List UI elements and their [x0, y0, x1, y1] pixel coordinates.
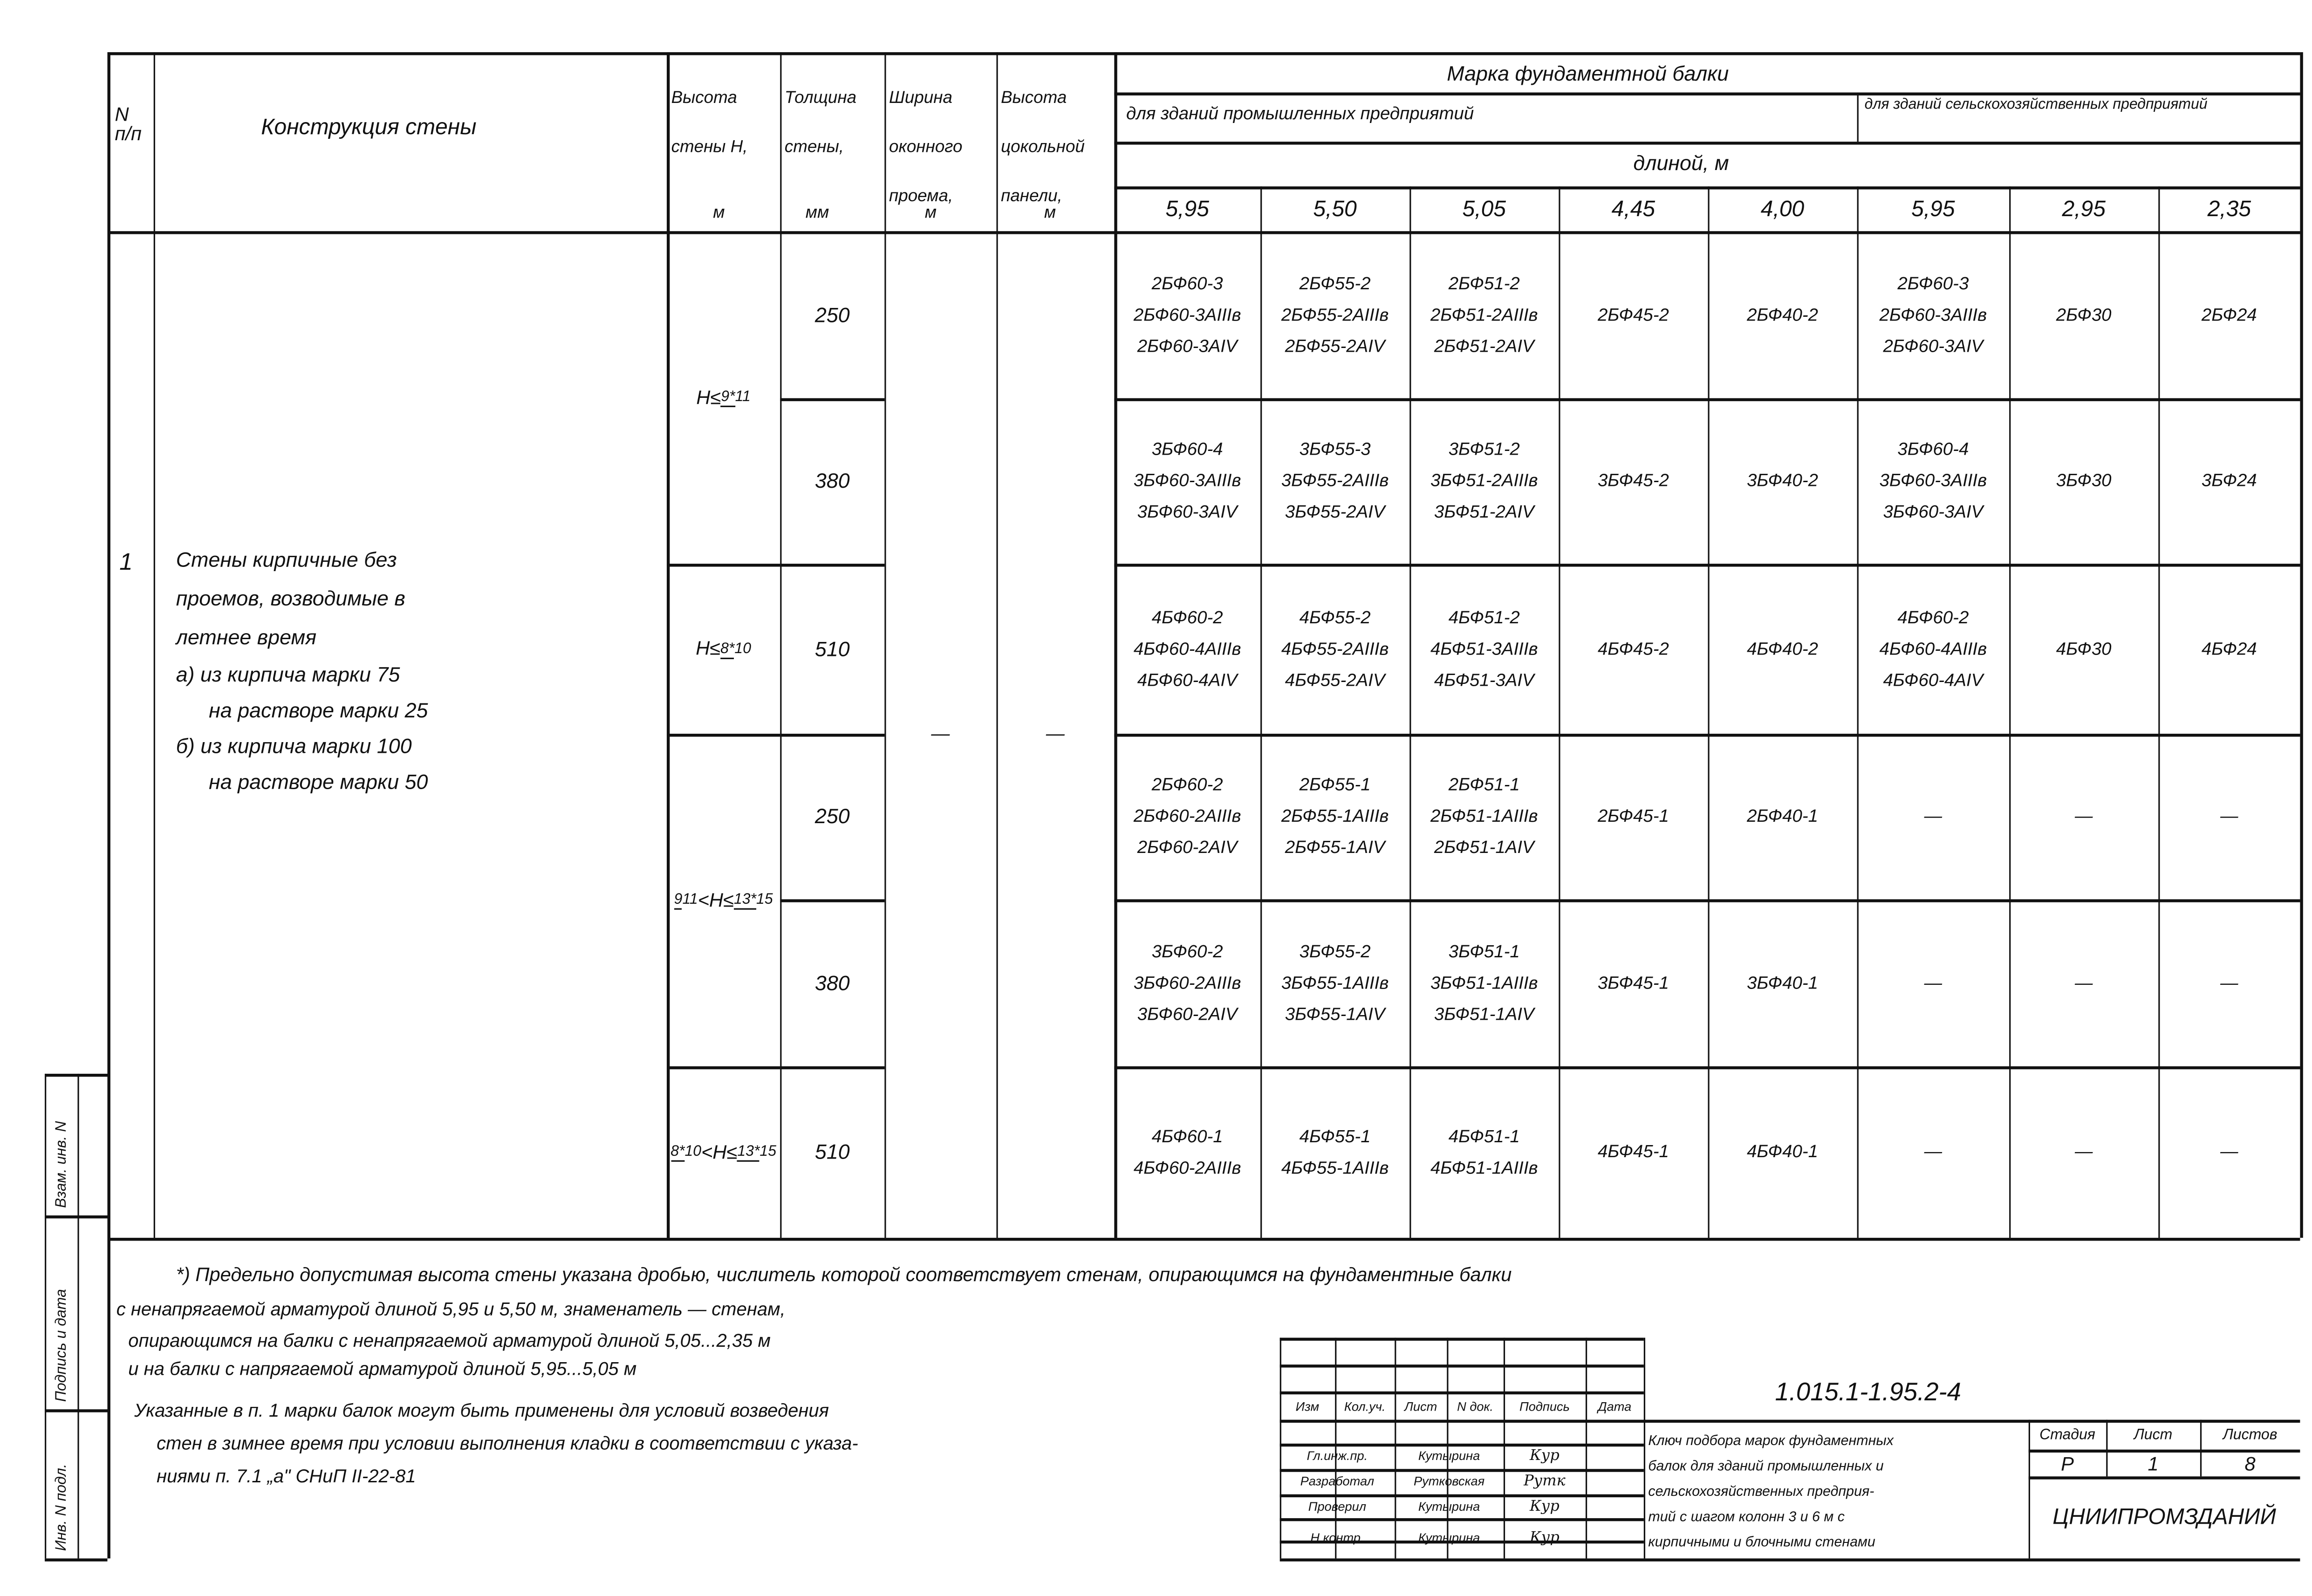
cell-line: — — [2220, 1140, 2238, 1162]
stage-label — [2029, 1420, 2106, 1450]
beam-mark-cell — [1260, 734, 1409, 899]
title-header-cell — [1280, 1394, 1335, 1419]
header-beam-mark: Марка фундаментной балки — [1447, 61, 1729, 85]
cell-line: 3БФ55-1AIIIв — [1281, 971, 1389, 993]
horizontal-rule — [45, 1409, 107, 1412]
wall-thickness-cell — [780, 899, 884, 1066]
cell-line: 4БФ30 — [2056, 637, 2112, 659]
horizontal-rule — [1114, 142, 2300, 144]
cell-line: 3БФ51-2AIV — [1434, 501, 1534, 522]
cell-line: Кур — [1529, 1530, 1560, 1547]
cell-line: Подпись — [1519, 1398, 1570, 1414]
beam-mark-cell — [2009, 398, 2158, 564]
title-header-cell — [1335, 1394, 1395, 1419]
cell-line: 2БФ60-3AIV — [1137, 334, 1238, 356]
cell-line: 5,95 — [1911, 196, 1955, 222]
cell-line: Н.контр. — [1310, 1530, 1364, 1545]
cell-line: 3БФ55-2AIIIв — [1281, 470, 1389, 491]
beam-mark-cell — [1114, 231, 1260, 398]
cell-line: 3БФ60-2AIIIв — [1133, 971, 1241, 993]
description-line: балок для зданий промышленных и — [1648, 1458, 1884, 1475]
height-operator: <H≤ — [701, 1140, 738, 1163]
beam-mark-cell — [1559, 1066, 1708, 1238]
cell-line: 3БФ45-1 — [1597, 971, 1669, 993]
cell-line: 2БФ45-2 — [1597, 303, 1669, 325]
beam-mark-cell — [1559, 899, 1708, 1066]
header-thickness-unit: мм — [805, 204, 829, 222]
beam-mark-cell — [1114, 899, 1260, 1066]
numerator: 8* — [720, 641, 734, 658]
beam-mark-cell — [1409, 734, 1559, 899]
cell-line: 2БФ40-1 — [1747, 805, 1818, 826]
horizontal-rule — [107, 1238, 2300, 1241]
beam-mark-cell — [1409, 231, 1559, 398]
cell-line: 2БФ55-2AIIIв — [1281, 303, 1389, 325]
cell-line: 2БФ60-2 — [1151, 774, 1223, 795]
beam-mark-cell — [1114, 398, 1260, 564]
height-fraction — [737, 1136, 776, 1167]
cell-line: Проверил — [1308, 1498, 1367, 1513]
cell-line: 3БФ60-4 — [1897, 438, 1969, 460]
cell-line: 2БФ60-3 — [1897, 272, 1969, 293]
construction-line: на растворе марки 50 — [209, 769, 428, 794]
numerator: 9* — [721, 389, 735, 407]
cell-line: 4БФ55-2AIIIв — [1281, 637, 1389, 659]
wall-height-cell — [667, 231, 780, 564]
numerator: 13* — [734, 892, 756, 909]
cell-line: 4БФ60-2 — [1151, 606, 1223, 627]
header-num: N п/п — [115, 102, 142, 145]
title-role — [1280, 1518, 1395, 1558]
cell-line: 4,45 — [1611, 196, 1655, 222]
cell-line: 3БФ55-1AIV — [1285, 1003, 1385, 1024]
wall-thickness-cell — [780, 398, 884, 564]
cell-line: 3БФ30 — [2056, 470, 2112, 491]
beam-mark-cell — [1559, 734, 1708, 899]
denominator: 10 — [684, 1144, 702, 1160]
horizontal-rule — [1114, 92, 2300, 95]
beam-mark-cell — [1260, 1066, 1409, 1238]
wall-thickness-cell — [780, 1066, 884, 1238]
height-fraction — [674, 884, 698, 915]
cell-line: 8 — [2244, 1452, 2256, 1474]
vertical-rule — [2300, 52, 2303, 1238]
cell-line: 2БФ40-2 — [1747, 303, 1818, 325]
header-plinth-unit: м — [1044, 204, 1056, 222]
cell-line: 3БФ51-2AIIIв — [1430, 470, 1538, 491]
cell-line: 4БФ55-1 — [1299, 1125, 1371, 1146]
description-line: тий с шагом колонн 3 и 6 м с — [1648, 1509, 1845, 1526]
cell-line: Стадия — [2039, 1426, 2095, 1443]
cell-line: 4БФ60-4AIIIв — [1133, 637, 1241, 659]
cell-line: — — [1924, 805, 1943, 826]
cell-line: 2,95 — [2062, 196, 2106, 222]
beam-mark-cell — [2158, 734, 2300, 899]
note-line: Указанные в п. 1 марки балок могут быть применены для условий возведения — [134, 1400, 829, 1421]
cell-line: 3БФ60-3AIIIв — [1879, 470, 1987, 491]
beam-mark-cell — [1559, 564, 1708, 734]
cell-line: 4БФ60-2 — [1897, 606, 1969, 627]
height-operator: H≤ — [696, 385, 721, 408]
cell-line: 2БФ60-2AIIIв — [1133, 805, 1241, 826]
beam-mark-cell — [1857, 734, 2010, 899]
cell-line: 4БФ55-2 — [1299, 606, 1371, 627]
title-header-cell — [1395, 1394, 1447, 1419]
beam-mark-cell — [1708, 231, 1857, 398]
footnote-line: *) Предельно допустимая высота стены указана дробью, числитель которой соответствует стенам, опирающимся на фундаментные балки — [176, 1263, 1512, 1286]
sheets-value — [2200, 1450, 2300, 1477]
cell-line: 4БФ51-1AIIIв — [1430, 1156, 1538, 1178]
beam-mark-cell — [2158, 398, 2300, 564]
vertical-rule — [107, 52, 110, 1558]
side-stamp-label: Взам. инв. N — [54, 1121, 70, 1208]
description-line: Ключ подбора марок фундаментных — [1648, 1433, 1894, 1450]
cell-line: 4БФ60-4AIV — [1883, 668, 1984, 690]
header-agricultural: для зданий сельскохозяйственных предприятий — [1864, 97, 2208, 114]
side-stamp-label: Подпись и дата — [54, 1289, 70, 1402]
horizontal-rule — [1280, 1364, 1644, 1367]
beam-mark-cell — [2009, 231, 2158, 398]
cell-line: 4БФ51-1 — [1448, 1125, 1520, 1146]
cell-line: 4БФ40-1 — [1747, 1140, 1818, 1162]
header-plinth-height: Высота цокольной панели, — [1001, 89, 1085, 206]
denominator: 10 — [734, 640, 752, 657]
cell-line: 2БФ60-2AIV — [1137, 836, 1238, 858]
cell-line: 3БФ60-2 — [1151, 940, 1223, 962]
plinth-height-value — [996, 231, 1114, 1238]
beam-mark-cell — [1708, 734, 1857, 899]
footnote-line: с ненапрягаемой арматурой длиной 5,95 и 5,50 м, знаменатель — стенам, — [116, 1299, 786, 1320]
sheets-label — [2200, 1420, 2300, 1450]
height-fraction — [721, 382, 751, 413]
cell-line: 2БФ60-3AIIIв — [1879, 303, 1987, 325]
cell-line: Кутырина — [1418, 1498, 1480, 1513]
beam-mark-cell — [1708, 398, 1857, 564]
cell-line: Кур — [1529, 1498, 1560, 1514]
numerator: 8* — [670, 1144, 684, 1161]
beam-mark-cell — [2158, 899, 2300, 1066]
side-stamp-label: Инв. N подл. — [54, 1464, 70, 1551]
beam-mark-cell — [2009, 734, 2158, 899]
cell-line: Лист — [1404, 1398, 1437, 1414]
beam-mark-cell — [1409, 1066, 1559, 1238]
cell-line: 3БФ55-2AIV — [1285, 501, 1385, 522]
cell-line: 3БФ51-1AIV — [1434, 1003, 1534, 1024]
beam-mark-cell — [2009, 564, 2158, 734]
construction-line: летнее время — [176, 625, 317, 649]
cell-line: — — [2075, 971, 2093, 993]
header-industrial: для зданий промышленных предприятий — [1126, 102, 1474, 124]
beam-mark-cell — [1708, 1066, 1857, 1238]
cell-line: 3БФ24 — [2201, 470, 2257, 491]
cell-line: 3БФ55-2 — [1299, 940, 1371, 962]
cell-line: 4БФ45-2 — [1597, 637, 1669, 659]
beam-mark-cell — [1114, 564, 1260, 734]
cell-line: 4БФ51-2 — [1448, 606, 1520, 627]
cell-line: 3БФ40-2 — [1747, 470, 1818, 491]
title-name — [1395, 1444, 1504, 1469]
cell-line: 4,00 — [1760, 196, 1805, 222]
cell-line: N док. — [1457, 1398, 1494, 1414]
length-header-2 — [1409, 186, 1559, 231]
cell-line: 2БФ51-1 — [1448, 774, 1520, 795]
cell-line: 380 — [814, 970, 850, 994]
length-header-4 — [1708, 186, 1857, 231]
beam-mark-cell — [1857, 564, 2010, 734]
cell-line: 2БФ55-1AIV — [1285, 836, 1385, 858]
vertical-rule — [1586, 1338, 1587, 1559]
cell-line: 5,95 — [1165, 196, 1209, 222]
footnote-line: и на балки с напрягаемой арматурой длиной 5,95...5,05 м — [128, 1358, 637, 1380]
wall-thickness-cell — [780, 734, 884, 899]
cell-line: 2БФ60-3 — [1151, 272, 1223, 293]
cell-line: 3БФ51-2 — [1448, 438, 1520, 460]
title-name — [1395, 1494, 1504, 1518]
cell-line: 3БФ51-1AIIIв — [1430, 971, 1538, 993]
cell-line: 5,50 — [1313, 196, 1357, 222]
title-header-cell — [1504, 1394, 1586, 1419]
cell-line: Кур — [1529, 1448, 1560, 1465]
construction-line: проемов, возводимые в — [176, 586, 405, 610]
beam-mark-cell — [1857, 899, 2010, 1066]
beam-mark-cell — [1857, 231, 2010, 398]
cell-line: 4БФ40-2 — [1747, 637, 1818, 659]
cell-line: 4БФ51-3AIV — [1434, 668, 1534, 690]
cell-line: 3БФ60-3AIV — [1137, 501, 1238, 522]
length-header-0 — [1114, 186, 1260, 231]
cell-line: Гл.инж.пр. — [1306, 1448, 1368, 1463]
row-number: 1 — [119, 550, 133, 576]
denominator: 11 — [682, 892, 698, 908]
cell-line: 2БФ60-3AIIIв — [1133, 303, 1241, 325]
cell-line: Кол.уч. — [1344, 1398, 1386, 1414]
cell-line: Разработал — [1300, 1473, 1375, 1488]
beam-mark-cell — [1708, 899, 1857, 1066]
cell-line: 510 — [814, 636, 850, 660]
beam-mark-cell — [1708, 564, 1857, 734]
cell-line: Рутковская — [1413, 1473, 1485, 1488]
cell-line: 2БФ55-1 — [1299, 774, 1371, 795]
vertical-rule — [1857, 92, 1859, 142]
beam-mark-cell — [2009, 1066, 2158, 1238]
title-name — [1395, 1518, 1504, 1558]
title-role — [1280, 1494, 1395, 1518]
cell-line: 2БФ51-2 — [1448, 272, 1520, 293]
construction-line: на растворе марки 25 — [209, 698, 428, 722]
sheet-value — [2106, 1450, 2200, 1477]
cell-line: 2БФ45-1 — [1597, 805, 1669, 826]
cell-line: — — [931, 723, 950, 744]
header-window-width: Ширина оконного проема, — [889, 89, 963, 206]
beam-mark-cell — [1559, 398, 1708, 564]
cell-line: 2БФ51-2AIIIв — [1430, 303, 1538, 325]
wall-height-cell — [667, 564, 780, 734]
horizontal-rule — [45, 1558, 107, 1561]
cell-line: 5,05 — [1462, 196, 1506, 222]
header-height: Высота стены Н, — [671, 89, 748, 157]
cell-line: — — [2075, 1140, 2093, 1162]
beam-mark-cell — [1409, 398, 1559, 564]
signature — [1504, 1518, 1586, 1558]
construction-text — [176, 540, 653, 799]
cell-line: 380 — [814, 468, 850, 492]
cell-line: Р — [2061, 1452, 2074, 1474]
header-height-unit: м — [713, 204, 725, 222]
cell-line: — — [1046, 723, 1065, 744]
height-operator: H≤ — [696, 636, 721, 659]
horizontal-rule — [45, 1074, 107, 1076]
document-code: 1.015.1-1.95.2-4 — [1775, 1378, 1961, 1406]
beam-mark-cell — [2158, 1066, 2300, 1238]
cell-line: 2,35 — [2207, 196, 2251, 222]
wall-thickness-cell — [780, 231, 884, 398]
cell-line: 2БФ55-2AIV — [1285, 334, 1385, 356]
cell-line: ЦНИИПРОМЗДАНИЙ — [2052, 1505, 2276, 1530]
cell-line: Лист — [2134, 1426, 2173, 1443]
description-line: кирпичными и блочными стенами — [1648, 1535, 1875, 1551]
description-line: сельскохозяйственных предприя- — [1648, 1484, 1874, 1501]
cell-line: 3БФ45-2 — [1597, 470, 1669, 491]
beam-mark-cell — [2158, 231, 2300, 398]
footnote-line: опирающимся на балки с ненапрягаемой арматурой длиной 5,05...2,35 м — [128, 1330, 771, 1351]
note-line: стен в зимнее время при условии выполнения кладки в соответствии с указа- — [157, 1433, 858, 1454]
vertical-rule — [1644, 1338, 1646, 1559]
cell-line: Рутк — [1524, 1473, 1566, 1490]
length-header-3 — [1559, 186, 1708, 231]
beam-mark-cell — [1260, 899, 1409, 1066]
header-construction: Конструкция стены — [261, 115, 477, 140]
cell-line: — — [2220, 971, 2238, 993]
cell-line: 1 — [2148, 1452, 2159, 1474]
cell-line: 3БФ60-2AIV — [1137, 1003, 1238, 1024]
beam-mark-cell — [2009, 899, 2158, 1066]
cell-line: — — [1924, 1140, 1943, 1162]
beam-mark-cell — [2158, 564, 2300, 734]
cell-line: 4БФ45-1 — [1597, 1140, 1669, 1162]
height-fraction — [734, 884, 773, 915]
beam-mark-cell — [1409, 564, 1559, 734]
denominator: 15 — [759, 1144, 777, 1160]
cell-line: 2БФ55-1AIIIв — [1281, 805, 1389, 826]
vertical-rule — [154, 52, 156, 1238]
numerator: 9 — [674, 892, 683, 909]
signature — [1504, 1494, 1586, 1518]
cell-line: Кутырина — [1418, 1530, 1480, 1545]
length-header-6 — [2009, 186, 2158, 231]
beam-mark-cell — [1260, 231, 1409, 398]
length-header-5 — [1857, 186, 2010, 231]
length-header-7 — [2158, 186, 2300, 231]
cell-line: 4БФ24 — [2201, 637, 2257, 659]
height-fraction — [670, 1136, 701, 1167]
window-width-value — [884, 231, 996, 1238]
construction-line: Стены кирпичные без — [176, 547, 397, 572]
cell-line: 2БФ51-2AIV — [1434, 334, 1534, 356]
cell-line: 2БФ55-2 — [1299, 272, 1371, 293]
cell-line: 3БФ60-4 — [1151, 438, 1223, 460]
beam-mark-cell — [1260, 398, 1409, 564]
cell-line: Дата — [1598, 1398, 1632, 1414]
cell-line: 4БФ60-1 — [1151, 1125, 1223, 1146]
cell-line: 4БФ60-2AIIIв — [1133, 1156, 1241, 1178]
horizontal-rule — [107, 52, 2300, 55]
note-line: ниями п. 7.1 „а" СНиП II-22-81 — [157, 1466, 416, 1487]
sheet-label — [2106, 1420, 2200, 1450]
beam-mark-cell — [1114, 1066, 1260, 1238]
construction-line: б) из кирпича марки 100 — [176, 734, 412, 758]
title-role — [1280, 1444, 1395, 1469]
beam-mark-cell — [1559, 231, 1708, 398]
height-operator: <H≤ — [698, 888, 734, 911]
cell-line: 510 — [814, 1139, 850, 1164]
header-length: длиной, м — [1633, 150, 1729, 175]
cell-line: 2БФ51-1AIV — [1434, 836, 1534, 858]
vertical-rule — [45, 1074, 47, 1558]
cell-line: 4БФ51-3AIIIв — [1430, 637, 1538, 659]
cell-line: — — [2075, 805, 2093, 826]
wall-height-cell — [667, 1066, 780, 1238]
header-thickness: Толщина стены, — [784, 89, 857, 157]
cell-line: Кутырина — [1418, 1448, 1480, 1463]
signature — [1504, 1444, 1586, 1469]
horizontal-rule — [45, 1215, 107, 1218]
cell-line: — — [2220, 805, 2238, 826]
cell-line: 250 — [814, 804, 850, 828]
cell-line: 4БФ60-4AIIIв — [1879, 637, 1987, 659]
cell-line: 4БФ55-2AIV — [1285, 668, 1385, 690]
title-header-cell — [1447, 1394, 1504, 1419]
stage-value — [2029, 1450, 2106, 1477]
cell-line: 4БФ60-4AIV — [1137, 668, 1238, 690]
cell-line: 3БФ51-1 — [1448, 940, 1520, 962]
numerator: 13* — [737, 1144, 759, 1161]
length-header-1 — [1260, 186, 1409, 231]
header-window-unit: м — [924, 204, 937, 222]
cell-line: 250 — [814, 302, 850, 326]
organization-name — [2029, 1476, 2300, 1558]
cell-line: 2БФ24 — [2201, 303, 2257, 325]
wall-thickness-cell — [780, 564, 884, 734]
height-fraction — [720, 633, 751, 664]
cell-line: 3БФ60-3AIIIв — [1133, 470, 1241, 491]
beam-mark-cell — [1260, 564, 1409, 734]
beam-mark-cell — [1114, 734, 1260, 899]
cell-line: 2БФ51-1AIIIв — [1430, 805, 1538, 826]
drawing-description — [1648, 1429, 2028, 1555]
beam-mark-cell — [1409, 899, 1559, 1066]
wall-height-cell — [667, 734, 780, 1066]
title-header-cell — [1586, 1394, 1644, 1419]
horizontal-rule — [1280, 1338, 1644, 1340]
cell-line: Изм — [1295, 1398, 1320, 1414]
cell-line: — — [1924, 971, 1943, 993]
vertical-rule — [77, 1074, 79, 1558]
construction-line: а) из кирпича марки 75 — [176, 662, 400, 686]
cell-line: 3БФ60-3AIV — [1883, 501, 1984, 522]
denominator: 11 — [735, 389, 751, 406]
beam-mark-cell — [1857, 398, 2010, 564]
denominator: 15 — [756, 892, 773, 908]
cell-line: 2БФ60-3AIV — [1883, 334, 1984, 356]
cell-line: 2БФ30 — [2056, 303, 2112, 325]
horizontal-rule — [1280, 1558, 2300, 1561]
beam-mark-cell — [1857, 1066, 2010, 1238]
cell-line: 3БФ55-3 — [1299, 438, 1371, 460]
cell-line: 3БФ40-1 — [1747, 971, 1818, 993]
cell-line: Листов — [2223, 1426, 2278, 1443]
cell-line: 4БФ55-1AIIIв — [1281, 1156, 1389, 1178]
